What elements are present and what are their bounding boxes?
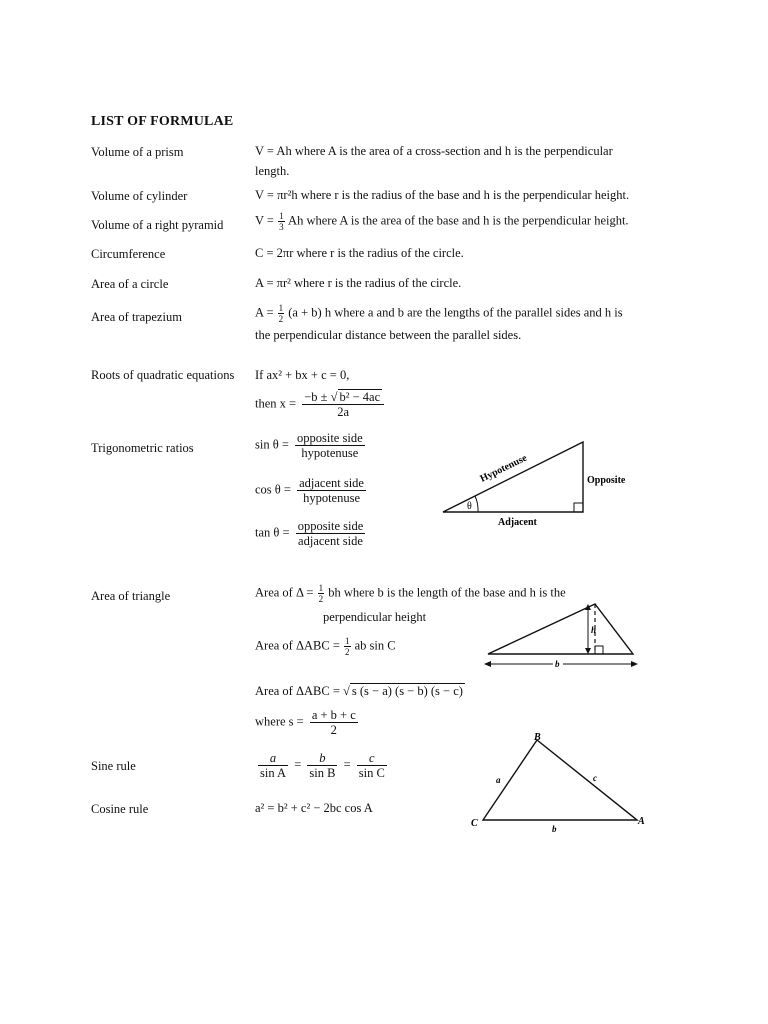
label-cosine-rule: Cosine rule (91, 802, 149, 816)
trapezium-text: where a and b are the lengths of the parallel sides and h is (334, 305, 623, 320)
circumference-formula: C = 2πr (255, 246, 294, 260)
label-cylinder: Volume of cylinder (91, 189, 188, 203)
circle-formula: A = πr² (255, 276, 291, 290)
formula-semiperimeter: where s = $\frac{a + b + c}{2}$ (255, 708, 356, 737)
formula-pyramid (255, 211, 629, 232)
formula-trapezium (255, 303, 623, 324)
formula-tan: tan θ = $\frac{\text{opposite side}}{\text{adjacent side}}$ (255, 519, 364, 548)
trapezium-text-2: the perpendicular distance between the parallel sides. (255, 328, 522, 342)
angle-arc (475, 496, 478, 512)
triangle-height-diagram (478, 596, 644, 676)
side-a-label: a (496, 775, 501, 785)
formula-cylinder (255, 185, 647, 205)
triangle-text-2: perpendicular height (323, 610, 427, 624)
label-triangle: Area of triangle (91, 589, 171, 603)
angle-theta-label: θ (467, 501, 472, 512)
formula-quadratic (255, 390, 387, 419)
cylinder-formula: V = πr²h (255, 188, 298, 202)
height-arrow-head-bottom (585, 648, 591, 654)
formula-sin: sin θ = $\frac{\text{opposite side}}{\text{hypotenuse}}$ (255, 431, 363, 460)
triangle-shape (488, 604, 633, 654)
adjacent-label: Adjacent (498, 517, 537, 528)
formula-area-abc-sin: Area of ΔABC = $\frac{1}{2}$ ab sin C (255, 636, 396, 657)
label-pyramid: Volume of a right pyramid (91, 218, 224, 232)
trapezium-rest: (a + b) h (288, 305, 332, 320)
base-arrow-head-left (484, 661, 491, 667)
prism-text-2: length. (255, 164, 290, 178)
pyramid-text: where A is the area of the base and h is the perpendicular height. (306, 213, 629, 228)
formula-prism (255, 141, 647, 181)
trapezium-lhs: A = (255, 305, 274, 320)
page-title: LIST OF FORMULAE (91, 114, 234, 129)
hypotenuse-label: Hypotenuse (478, 452, 529, 485)
formula-cos: cos θ = $\frac{\text{adjacent side}}{\text{hypotenuse}}$ (255, 476, 364, 505)
base-label: b (555, 659, 560, 669)
circumference-text: where r is the radius of the circle. (296, 246, 464, 260)
height-right-angle (595, 646, 603, 654)
formula-triangle-area: Area of Δ = $\frac{1}{2}$ bh where b is the length of the base and h is the (255, 583, 566, 604)
formula-circle (255, 273, 647, 293)
quadratic-then: then x = (255, 396, 297, 411)
opposite-label: Opposite (587, 475, 626, 486)
label-circle: Area of a circle (91, 277, 169, 291)
label-circumference: Circumference (91, 247, 166, 261)
cylinder-text: where r is the radius of the base and h is the perpendicular height. (300, 188, 630, 202)
prism-formula: V = Ah (255, 144, 292, 158)
base-arrow-head-right (631, 661, 638, 667)
trapezium-fraction: $\frac{1}{2}$ (278, 303, 284, 324)
pyramid-lhs: V = (255, 213, 274, 228)
formula-area-abc-heron: Area of ΔABC = √ s (s − a) (s − b) (s − c) (255, 684, 463, 698)
formula-circumference (255, 243, 647, 263)
formula-sine-rule: $\frac{a}{\text{sin A}}$ = $\frac{b}{\text{sin B}}$ = $\frac{c}{\text{sin C}}$ (260, 751, 385, 780)
height-label: h (591, 625, 597, 635)
right-triangle-shape (443, 442, 583, 512)
vertex-b-label: B (534, 732, 541, 743)
side-b-label: b (552, 824, 557, 834)
right-triangle-diagram (430, 432, 660, 532)
quadratic-condition: If ax² + bx + c = 0, (255, 368, 350, 382)
prism-text: where A is the area of a cross-section and h is the perpendicular (294, 144, 613, 158)
pyramid-rest: Ah (288, 213, 304, 228)
pyramid-fraction: $\frac{1}{3}$ (279, 211, 284, 232)
circle-text: where r is the radius of the circle. (293, 276, 462, 290)
label-trapezium: Area of trapezium (91, 310, 182, 324)
label-sine-rule: Sine rule (91, 759, 136, 773)
abc-triangle-diagram (466, 728, 656, 838)
right-angle-marker (574, 503, 583, 512)
abc-triangle-shape (483, 740, 637, 820)
vertex-a-label: A (638, 816, 645, 827)
label-trig: Trigonometric ratios (91, 441, 194, 455)
quadratic-fraction: $\frac{\text{−b ± √ b² − 4ac}}{2a}$ (302, 390, 384, 419)
side-c-label: c (593, 773, 597, 783)
formula-cosine-rule: a² = b² + c² − 2bc cos A (255, 801, 373, 815)
label-prism: Volume of a prism (91, 145, 184, 159)
label-quadratic: Roots of quadratic equations (91, 368, 235, 382)
vertex-c-label: C (471, 818, 478, 829)
